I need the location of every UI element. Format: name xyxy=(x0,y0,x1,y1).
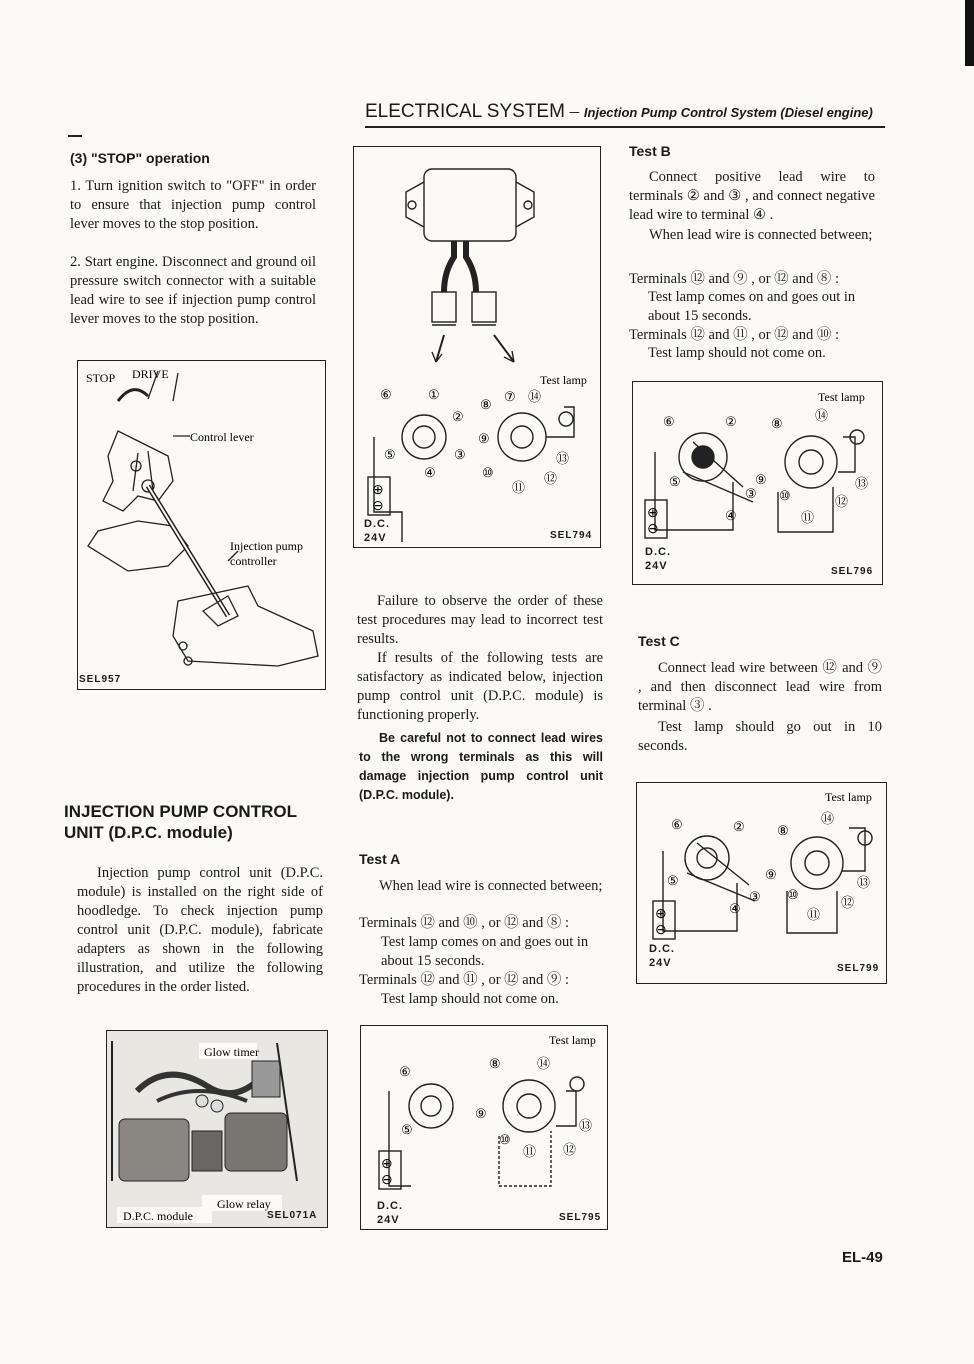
glow-timer-label: Glow timer xyxy=(204,1045,259,1059)
terminal-numbers-c xyxy=(667,811,870,922)
injection-pump-label: Injection pump xyxy=(230,539,303,553)
dc-label: D.C. xyxy=(364,518,390,530)
svg-text:③: ③ xyxy=(745,486,757,501)
svg-text:③: ③ xyxy=(749,889,761,904)
test-a-wiring-diagram xyxy=(361,1026,607,1229)
terminal-numbers xyxy=(380,387,569,495)
svg-text:⊕: ⊕ xyxy=(655,907,667,922)
svg-text:④: ④ xyxy=(729,901,741,916)
svg-text:⑩: ⑩ xyxy=(779,488,791,503)
dc-label-a: D.C. xyxy=(377,1200,403,1212)
svg-text:②: ② xyxy=(452,409,464,424)
drive-label: DRIVE xyxy=(132,367,169,381)
svg-text:⊖: ⊖ xyxy=(647,522,659,537)
svg-text:⊖: ⊖ xyxy=(655,923,667,938)
svg-text:⊖: ⊖ xyxy=(381,1173,393,1188)
dpc-heading: INJECTION PUMP CONTROL UNIT (D.P.C. module) xyxy=(64,802,297,842)
svg-text:⑬: ⑬ xyxy=(556,451,570,466)
svg-text:⑭: ⑭ xyxy=(815,408,829,423)
stop-label: STOP xyxy=(86,371,116,385)
test-a-result-2: Test lamp should not come on. xyxy=(381,991,559,1007)
dpc-location-photo xyxy=(107,1031,327,1227)
svg-text:⑩: ⑩ xyxy=(482,465,494,480)
figure-code-sel957: SEL957 xyxy=(79,674,122,685)
test-c-p2: Test lamp should go out in 10 seconds. xyxy=(638,719,882,754)
figure-sel071a xyxy=(106,1030,328,1228)
svg-text:⑨: ⑨ xyxy=(765,867,777,882)
svg-text:⑫: ⑫ xyxy=(544,471,558,486)
glow-relay-label: Glow relay xyxy=(217,1197,271,1211)
figure-code-sel071a: SEL071A xyxy=(267,1210,318,1221)
dpc-paragraph: Injection pump control unit (D.P.C. module) is installed on the right side of hoodledge. To check injection pump control unit (D.P.C. module), fabricate adapters as shown in the following illustration, and utilize the following procedures in the order listed. xyxy=(77,865,323,995)
middle-p1: Failure to observe the order of these test procedures may lead to incorrect test results. xyxy=(357,593,603,647)
figure-sel796 xyxy=(632,381,883,585)
svg-text:⑥: ⑥ xyxy=(399,1064,411,1079)
svg-text:⑥: ⑥ xyxy=(380,387,392,402)
header-rule xyxy=(365,126,885,128)
svg-text:⊕: ⊕ xyxy=(381,1157,393,1172)
edge-mark xyxy=(965,0,974,66)
svg-text:⑤: ⑤ xyxy=(669,474,681,489)
voltage-label-c: 24V xyxy=(649,957,672,969)
test-b-p2: When lead wire is connected between; xyxy=(649,227,873,243)
svg-text:⑨: ⑨ xyxy=(478,431,490,446)
test-a-p1: When lead wire is connected between; xyxy=(379,878,603,894)
header-subtitle: Injection Pump Control System (Diesel engine) xyxy=(583,105,873,120)
stop-step1: 1. Turn ignition switch to "OFF" in order to ensure that injection pump control lever moves to the stop position. xyxy=(70,178,316,232)
test-c-heading: Test C xyxy=(638,633,680,649)
test-a-terminals-1: Terminals ⑫ and ⑩ , or ⑫ and ⑧ : xyxy=(359,915,570,931)
svg-text:⑩: ⑩ xyxy=(787,887,799,902)
figure-code-sel795: SEL795 xyxy=(559,1212,602,1223)
svg-text:⑭: ⑭ xyxy=(528,389,542,404)
dpc-module-label: D.P.C. module xyxy=(123,1209,194,1223)
svg-text:⑪: ⑪ xyxy=(807,907,821,922)
test-lamp-label-b: Test lamp xyxy=(818,390,865,404)
test-lamp-label-c: Test lamp xyxy=(825,790,872,804)
svg-text:⑫: ⑫ xyxy=(841,895,855,910)
svg-text:⑪: ⑪ xyxy=(801,510,815,525)
figure-sel799 xyxy=(636,782,887,984)
svg-text:⊕: ⊕ xyxy=(372,483,384,498)
svg-text:⑫: ⑫ xyxy=(835,494,849,509)
control-lever-illustration xyxy=(78,361,325,689)
svg-text:⑤: ⑤ xyxy=(667,873,679,888)
svg-text:⑥: ⑥ xyxy=(671,817,683,832)
test-b-terminals-2: Terminals ⑫ and ⑪ , or ⑫ and ⑩ : xyxy=(629,327,840,343)
svg-text:⑬: ⑬ xyxy=(855,476,869,491)
svg-text:⑤: ⑤ xyxy=(401,1122,413,1137)
middle-p2: If results of the following tests are satisfactory as indicated below, injection pump control unit (D.P.C. module) is functioning properly. xyxy=(357,650,603,723)
svg-text:⑧: ⑧ xyxy=(771,416,783,431)
figure-sel794 xyxy=(353,146,601,548)
svg-text:⑭: ⑭ xyxy=(821,811,835,826)
svg-text:⑤: ⑤ xyxy=(384,447,396,462)
figure-sel795 xyxy=(360,1025,608,1230)
figure-code-sel796: SEL796 xyxy=(831,566,874,577)
svg-text:⑦: ⑦ xyxy=(504,389,516,404)
svg-text:⑥: ⑥ xyxy=(663,414,675,429)
dc-label-b: D.C. xyxy=(645,546,671,558)
svg-text:⑫: ⑫ xyxy=(563,1142,577,1157)
terminal-numbers-a xyxy=(399,1056,592,1159)
page-number: EL-49 xyxy=(842,1249,883,1266)
controller-label: controller xyxy=(230,554,277,568)
voltage-label-a: 24V xyxy=(377,1214,400,1226)
svg-text:⑨: ⑨ xyxy=(475,1106,487,1121)
svg-text:⑭: ⑭ xyxy=(537,1056,551,1071)
svg-text:⑪: ⑪ xyxy=(512,480,526,495)
stop-heading: (3) "STOP" operation xyxy=(70,150,210,166)
test-b-terminals-1: Terminals ⑫ and ⑨ , or ⑫ and ⑧ : xyxy=(629,271,840,287)
svg-text:③: ③ xyxy=(454,447,466,462)
svg-text:⊕: ⊕ xyxy=(647,506,659,521)
test-b-result-1: Test lamp comes on and goes out in about 15 seconds. xyxy=(648,289,856,324)
dpc-module-wiring-diagram xyxy=(354,147,600,547)
warning-note: Be careful not to connect lead wires to the wrong terminals as this will damage injection pump control unit (D.P.C. module). xyxy=(359,731,603,802)
figure-code-sel799: SEL799 xyxy=(837,963,880,974)
test-b-p1: Connect positive lead wire to terminals ② and ③ , and connect negative lead wire to terminal ④ . xyxy=(629,169,875,223)
svg-text:⑬: ⑬ xyxy=(857,875,871,890)
test-b-heading: Test B xyxy=(629,143,671,159)
test-a-heading: Test A xyxy=(359,851,401,867)
svg-text:⑩: ⑩ xyxy=(499,1132,511,1147)
test-c-p1: Connect lead wire between ⑫ and ⑨ , and then disconnect lead wire from terminal ③ . xyxy=(638,660,882,714)
figure-code-sel794: SEL794 xyxy=(550,530,593,541)
header-rule-left xyxy=(68,135,82,137)
test-b-result-2: Test lamp should not come on. xyxy=(648,345,826,361)
test-lamp-label: Test lamp xyxy=(540,373,587,387)
svg-text:⑧: ⑧ xyxy=(489,1056,501,1071)
test-a-result-1: Test lamp comes on and goes out in about 15 seconds. xyxy=(381,934,589,969)
dc-label-c: D.C. xyxy=(649,943,675,955)
svg-text:⑪: ⑪ xyxy=(523,1144,537,1159)
svg-text:⑧: ⑧ xyxy=(480,397,492,412)
svg-text:⑬: ⑬ xyxy=(579,1118,593,1133)
svg-text:⊖: ⊖ xyxy=(372,499,384,514)
svg-text:⑨: ⑨ xyxy=(755,472,767,487)
header-title: ELECTRICAL SYSTEM xyxy=(365,101,565,122)
svg-text:④: ④ xyxy=(725,508,737,523)
header-dash: – xyxy=(569,101,580,122)
svg-text:⑧: ⑧ xyxy=(777,823,789,838)
voltage-label-b: 24V xyxy=(645,560,668,572)
stop-step2: 2. Start engine. Disconnect and ground oil pressure switch connector with a suitable lead wire to see if injection pump control lever moves to the stop position. xyxy=(70,254,316,327)
voltage-label: 24V xyxy=(364,532,387,544)
svg-text:②: ② xyxy=(733,819,745,834)
page-header xyxy=(365,101,873,123)
test-lamp-label-a: Test lamp xyxy=(549,1033,596,1047)
test-a-terminals-2: Terminals ⑫ and ⑪ , or ⑫ and ⑨ : xyxy=(359,972,570,988)
svg-text:④: ④ xyxy=(424,465,436,480)
svg-text:①: ① xyxy=(428,387,440,402)
svg-text:②: ② xyxy=(725,414,737,429)
control-lever-label: Control lever xyxy=(190,430,254,444)
figure-sel957 xyxy=(77,360,326,690)
